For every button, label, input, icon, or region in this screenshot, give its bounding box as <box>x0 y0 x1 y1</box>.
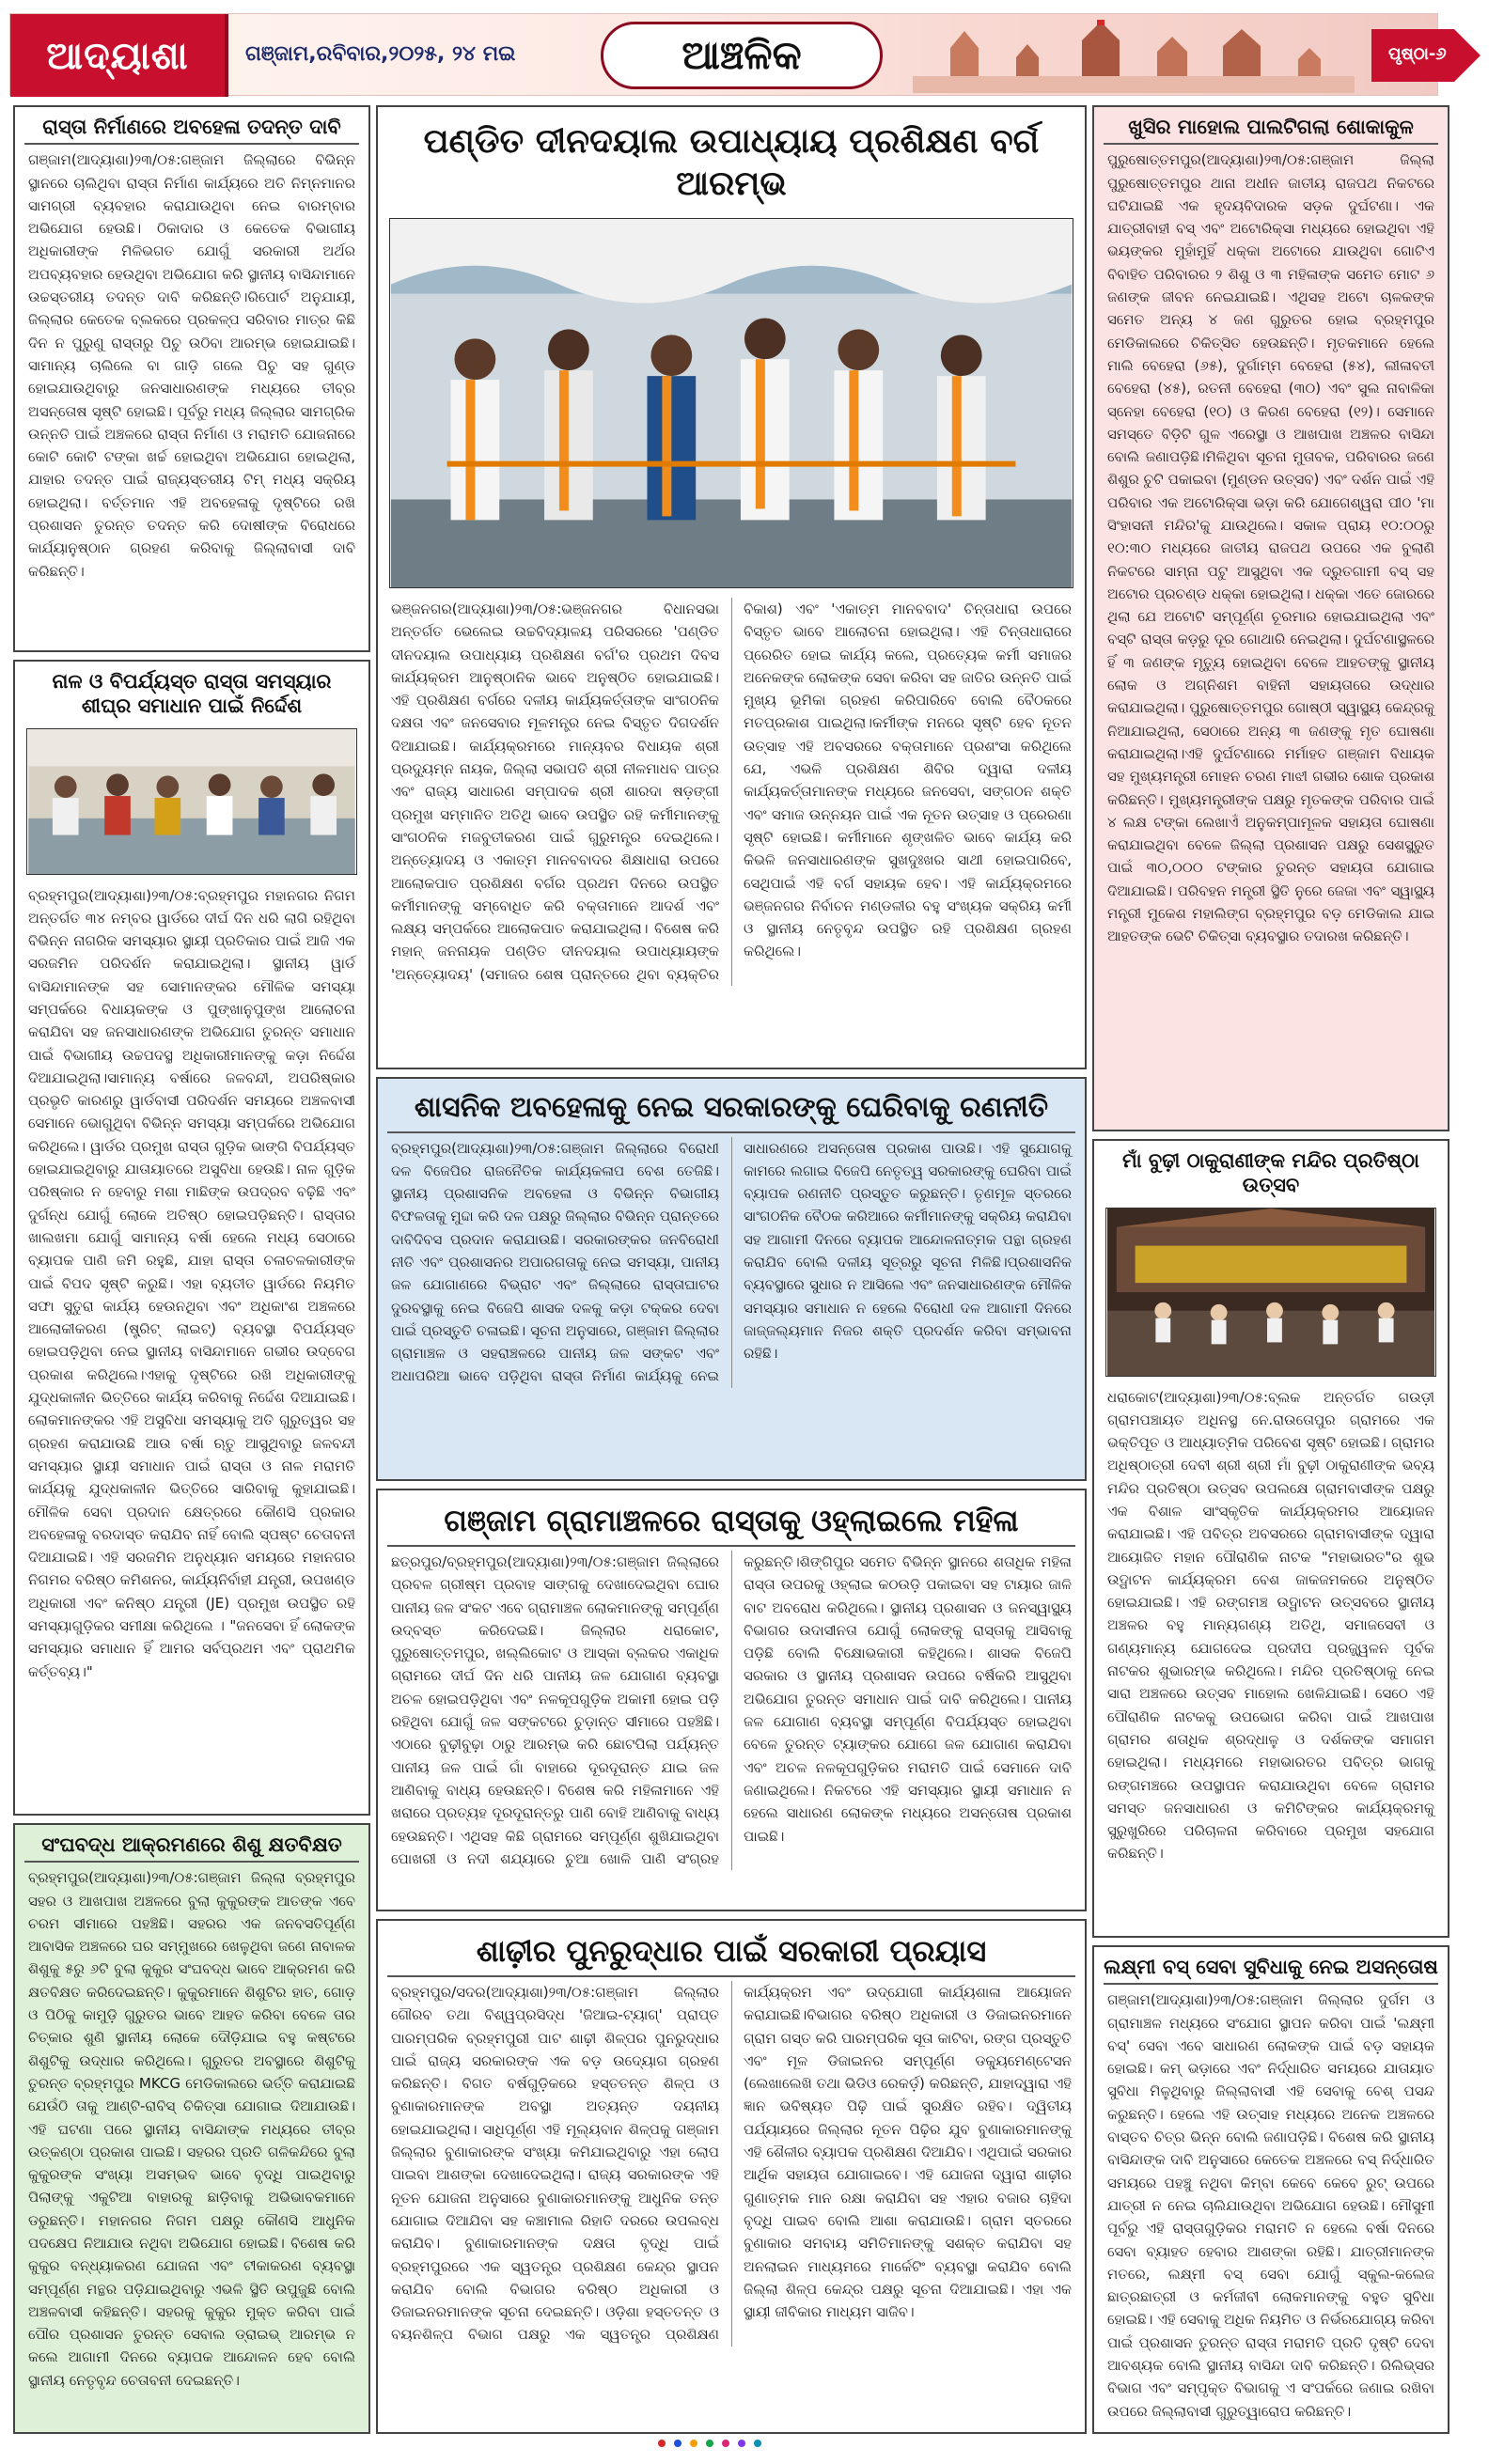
article-road-probe <box>13 105 370 652</box>
ribbon-cutting-photo <box>389 218 1073 588</box>
section-title: ଆଞ୍ଚଳିକ <box>682 32 802 78</box>
article-body: ଗଞ୍ଜାମ(ଆଦ୍ୟାଶା)୨୩/୦୫:ଗଞ୍ଜାମ ଜିଲ୍ଲାର ଦୁର୍ଗମ ଓ ଗ୍ରାମାଞ୍ଚଳ ମଧ୍ୟରେ ସଂଯୋଗ ସ୍ଥାପନ କରିବା ପାଇଁ 'ଲକ୍ଷ୍ମୀ ବସ୍' ସେବା ଏବେ ସାଧାରଣ ଲୋକଙ୍କ ପାଇଁ ବଡ଼ ସହାୟକ ହୋଇଛି। କମ୍ ଭଡ଼ାରେ ଏବଂ ନିର୍ଦ୍ଧାରିତ ସମୟରେ ଯାତାୟାତ ସୁବିଧା ମିଳୁଥିବାରୁ ଜିଲ୍ଲାବାସୀ ଏହି ସେବାକୁ ବେଶ୍ ପସନ୍ଦ କରୁଛନ୍ତି। ହେଲେ ଏହି ଉତ୍ସାହ ମଧ୍ୟରେ ଅନେକ ଅଞ୍ଚଳରେ ବାସ୍ତବ ଚିତ୍ର ଭିନ୍ନ ବୋଲି ଜଣାପଡ଼ିଛି। ବିଶେଷ କରି ସ୍ଥାନୀୟ ବାସିନ୍ଦାଙ୍କ ଦାବି ଅନୁସାରେ କେତେକ ଅଞ୍ଚଳରେ ବସ୍ ନିର୍ଦ୍ଧାରିତ ସମୟରେ ପହଞ୍ଚୁ ନଥିବା କିମ୍ବା କେବେ କେବେ ରୁଟ୍ ଉପରେ ଯାତ୍ରୀ ନ ନେଇ ଚାଲିଯାଉଥିବା ଅଭିଯୋଗ ହେଉଛି। ମୌସୁମୀ ପୂର୍ବରୁ ଏହି ରାସ୍ତାଗୁଡ଼ିକର ମରାମତି ନ ହେଲେ ବର୍ଷା ଦିନରେ ସେବା ବ୍ୟାହତ ହେବାର ଆଶଙ୍କା ରହିଛି। ଯାତ୍ରୀମାନଙ୍କ ମତରେ, ଲକ୍ଷ୍ମୀ ବସ୍ ସେବା ଯୋଗୁଁ ସ୍କୁଲ-କଲେଜ ଛାତ୍ରଛାତ୍ରୀ ଓ କର୍ମଜୀବୀ ଲୋକମାନଙ୍କୁ ବହୁତ ସୁବିଧା ହୋଇଛି। ଏହି ସେବାକୁ ଅଧିକ ନିୟମିତ ଓ ନିର୍ଭରଯୋଗ୍ୟ କରିବା ପାଇଁ ପ୍ରଶାସନ ତୁରନ୍ତ ରାସ୍ତା ମରାମତି ପ୍ରତି ଦୃଷ୍ଟି ଦେବା ଆବଶ୍ୟକ ବୋଲି ସ୍ଥାନୀୟ ବାସିନ୍ଦା ଦାବି କରିଛନ୍ତି। ରିଲିଭ୍ସର ବିଭାଗ ଏବଂ ସମ୍ପୃକ୍ତ ବିଭାଗକୁ ଏ ସଂପର୍କରେ ଜଣାଇ ରଖିବା ଉପରେ ଜିଲ୍ଲାବାସୀ ଗୁରୁତ୍ୱାରୋପ କରିଛନ୍ତି। <box>1107 1991 1434 2420</box>
article-strategy <box>376 1077 1087 1481</box>
color-dot <box>658 2440 666 2447</box>
section-banner <box>601 22 883 89</box>
article-laxmi-bus <box>1092 1945 1449 2434</box>
temple-skyline-icon <box>913 20 1355 93</box>
meeting-photo <box>26 728 357 875</box>
color-dot <box>690 2440 697 2447</box>
article-training <box>376 105 1087 1069</box>
article-body: ବ୍ରହ୍ମପୁର(ଆଦ୍ୟାଶା)୨୩/୦୫:ଗଞ୍ଜାମ ଜିଲ୍ଲାରେ ବିରୋଧୀ ଦଳ ବିଜେପିର ରାଜନୈତିକ କାର୍ଯ୍ୟକଳାପ ବେଶ ତେଜିଛି। ସ୍ଥାନୀୟ ପ୍ରଶାସନିକ ଅବହେଳା ଓ ବିଭିନ୍ନ ବିଭାଗୀୟ ବିଫଳତାକୁ ମୁଦ୍ଦା କରି ଦଳ ପକ୍ଷରୁ ଜିଲ୍ଲାର ବିଭିନ୍ନ ପ୍ରାନ୍ତରେ ଦାବିଦିବସ ପ୍ରଦାନ କରାଯାଉଛି। ସରକାରଙ୍କର ଜନବିରୋଧୀ ନୀତି ଏବଂ ପ୍ରଶାସନର ଅପାରଗତାକୁ ନେଇ ସମସ୍ୟା, ପାନୀୟ ଜଳ ଯୋଗାଣରେ ବିଭ୍ରାଟ ଏବଂ ଜିଲ୍ଲାରେ ରାସ୍ତାଘାଟର ଦୁରବସ୍ଥାକୁ ନେଇ ବିଜେପି ଶାସକ ଦଳକୁ କଡ଼ା ଟକ୍କର ଦେବା ପାଇଁ ପ୍ରସ୍ତୁତି ଚଳାଇଛି। ସୂଚନା ଅନୁସାରେ, ଗଞ୍ଜାମ ଜିଲ୍ଲାର ଗ୍ରାମାଞ୍ଚଳ ଓ ସହରାଞ୍ଚଳରେ ପାନୀୟ ଜଳ ସଙ୍କଟ ଏବଂ ଅଧାପରିଆ ଭାବେ ପଡ଼ିଥିବା ରାସ୍ତା ନିର୍ମାଣ କାର୍ଯ୍ୟକୁ ନେଇ ସାଧାରଣରେ ଅସନ୍ତୋଷ ପ୍ରକାଶ ପାଉଛି। ଏହି ସୁଯୋଗକୁ କାମରେ ଲଗାଇ ବିଜେପି ନେତୃତ୍ୱ ସରକାରଙ୍କୁ ଘେରିବା ପାଇଁ ବ୍ୟାପକ ରଣନୀତି ପ୍ରସ୍ତୁତ କରୁଛନ୍ତି। ତୃଣମୂଳ ସ୍ତରରେ ସାଂଗଠନିକ ବୈଠକ କରିଆରେ କର୍ମୀମାନଙ୍କୁ ସକ୍ରିୟ କରାଯିବା ସହ ଆଗାମୀ ଦିନରେ ବ୍ୟାପକ ଆନ୍ଦୋଳନାତ୍ମକ ପନ୍ଥା ଗ୍ରହଣ କରାଯିବ ବୋଲି ଦଳୀୟ ସୂତ୍ରରୁ ସୂଚନା ମିଳିଛି।ପ୍ରଶାସନିକ ବ୍ୟବସ୍ଥାରେ ସୁଧାର ନ ଆସିଲେ ଏବଂ ଜନସାଧାରଣଙ୍କ ମୌଳିକ ସମସ୍ୟାର ସମାଧାନ ନ ହେଲେ ବିରୋଧୀ ଦଳ ଆଗାମୀ ଦିନରେ ଜାଜ୍ଜଲ୍ୟମାନ ନିଜର ଶକ୍ତି ପ୍ରଦର୍ଶନ କରିବା ସମ୍ଭାବନା ରହିଛି। <box>391 1139 1072 1385</box>
article-headline: ଖୁସିର ମାହୋଲ ପାଲଟିଗଲା ଶୋକାକୁଳ <box>1128 115 1414 138</box>
article-bus-accident <box>1092 105 1449 1131</box>
article-headline: ମାଁ ବୁଢ଼ୀ ଠାକୁରାଣୀଙ୍କ ମନ୍ଦିର ପ୍ରତିଷ୍ଠା ଉତ୍ସବ <box>1122 1148 1419 1197</box>
article-headline: ଲକ୍ଷ୍ମୀ ବସ୍ ସେବା ସୁବିଧାକୁ ନେଇ ଅସନ୍ତୋଷ <box>1104 1955 1438 1978</box>
footer-color-dots <box>658 2440 761 2447</box>
article-headline: ପଣ୍ଡିତ ଦୀନଦୟାଲ ଉପାଧ୍ୟାୟ ପ୍ରଶିକ୍ଷଣ ବର୍ଗ ଆରମ୍ଭ <box>423 121 1040 203</box>
article-body: ବ୍ରହ୍ମପୁର(ଆଦ୍ୟାଶା)୨୩/୦୫:ବ୍ରହ୍ମପୁର ମହାନଗର ନିଗମ ଅନ୍ତର୍ଗତ ୩୪ ନମ୍ବର ୱାର୍ଡରେ ଦୀର୍ଘ ଦିନ ଧରି ଲାଗି ରହିଥିବା ବିଭିନ୍ନ ନାଗରିକ ସମସ୍ୟାର ସ୍ଥାୟୀ ପ୍ରତିକାର ପାଇଁ ଆଜି ଏକ ସରଜମିନ ପରିଦର୍ଶନ କରାଯାଇଥିଲା। ସ୍ଥାନୀୟ ୱାର୍ଡ ବାସିନ୍ଦାମାନଙ୍କ ସହ ସୋମାନଙ୍କର ମୌଳିକ ସମସ୍ୟା ସମ୍ପର୍କରେ ବିଧାୟକଙ୍କ ଓ ପୁଙ୍ଖାନୁପୁଙ୍ଖ ଆଲୋଚନା କରାଯିବା ସହ ଜନସାଧାରଣଙ୍କ ଅଭିଯୋଗ ତୁରନ୍ତ ସମାଧାନ ପାଇଁ ବିଭାଗୀୟ ଉଚ୍ଚପଦସ୍ଥ ଅଧିକାରୀମାନଙ୍କୁ କଡ଼ା ନିର୍ଦ୍ଦେଶ ଦିଆଯାଇଥିଲା।ସାମାନ୍ୟ ବର୍ଷାରେ ଜଳବନ୍ଦୀ, ଅପରିଷ୍କାର ପ୍ରଭୃତି କାରଣରୁ ୱାର୍ଡବାସୀ ପରିଦର୍ଶନ ସମୟରେ ଅଞ୍ଚଳବାସୀ ସେମାନେ ଭୋଗୁଥିବା ବିଭିନ୍ନ ସମସ୍ୟା ସମ୍ପର୍କରେ ଅଭିଯୋଗ କରିଥିଲେ। ୱାର୍ଡର ପ୍ରମୁଖ ରାସ୍ତା ଗୁଡ଼ିକ ଭାଙ୍ଗି ବିପର୍ଯ୍ୟସ୍ତ ହୋଇଯାଇଥିବାରୁ ଯାତାୟାତରେ ଅସୁବିଧା ହେଉଛି। ନାଳ ଗୁଡ଼ିକ ପରିଷ୍କାର ନ ହେବାରୁ ମଶା ମାଛିଙ୍କ ଉପଦ୍ରବ ବଢ଼ିଛି ଏବଂ ଦୁର୍ଗନ୍ଧ ଯୋଗୁଁ ଲୋକେ ଅତିଷ୍ଠ ହୋଇପଡ଼ିଛନ୍ତି। ରାସ୍ତାର ଖାଲଖମା ଯୋଗୁଁ ସାମାନ୍ୟ ବର୍ଷା ହେଲେ ମଧ୍ୟ ସେଠାରେ ବ୍ୟାପକ ପାଣି ଜମି ରହୁଛି, ଯାହା ରାସ୍ତା ଚଳାଚଳକାରୀଙ୍କ ପାଇଁ ବିପଦ ସୃଷ୍ଟି କରୁଛି। ଏହା ବ୍ୟତୀତ ୱାର୍ଡରେ ନିୟମିତ ସଫା ସୁତୁରା କାର୍ଯ୍ୟ ହେଉନଥିବା ଏବଂ ଅଧିକାଂଶ ଅଞ୍ଚଳରେ ଆଲୋକୀକରଣ (ଷ୍ଟ୍ରିଟ୍ ଲାଇଟ୍) ବ୍ୟବସ୍ଥା ବିପର୍ଯ୍ୟସ୍ତ ହୋଇପଡ଼ିଥିବା ନେଇ ସ୍ଥାନୀୟ ବାସିନ୍ଦାମାନେ ଗଭୀର ଉଦ୍‌ବେଗ ପ୍ରକାଶ କରିଥିଲେ।ଏହାକୁ ଦୃଷ୍ଟିରେ ରଖି ଅଧିକାରୀଙ୍କୁ ଯୁଦ୍ଧକାଳୀନ ଭିତ୍ତିରେ କାର୍ଯ୍ୟ କରିବାକୁ ନିର୍ଦ୍ଦେଶ ଦିଆଯାଇଛି। ଲୋକମାନଙ୍କର ଏହି ଅସୁବିଧା ସମସ୍ୟାକୁ ଅତି ଗୁରୁତ୍ୱର ସହ ଗ୍ରହଣ କରାଯାଉଛି ଆଉ ବର୍ଷା ଋତୁ ଆସୁଥିବାରୁ ଜଳବନ୍ଦୀ ସମସ୍ୟାର ସ୍ଥାୟୀ ସମାଧାନ ପାଇଁ ରାସ୍ତା ଓ ନାଳ ମରାମତି କାର୍ଯ୍ୟକୁ ଯୁଦ୍ଧକାଳୀନ ଭିତ୍ତିରେ ସାରିବାକୁ କୁହାଯାଇଛି। ମୌଳିକ ସେବା ପ୍ରଦାନ କ୍ଷେତ୍ରରେ କୌଣସି ପ୍ରକାର ଅବହେଳାକୁ ବରଦାସ୍ତ କରାଯିବ ନାହିଁ ବୋଲି ସ୍ପଷ୍ଟ ଚେତାବନୀ ଦିଆଯାଇଛି। ଏହି ସରଜମିନ ଅନୁଧ୍ୟାନ ସମୟରେ ମହାନଗର ନିଗମର ବରିଷ୍ଠ କମିଶନର, କାର୍ଯ୍ୟନିର୍ବାହୀ ଯନ୍ତ୍ରୀ, ଉପଖଣ୍ଡ ଅଧିକାରୀ ଏବଂ କନିଷ୍ଠ ଯନ୍ତ୍ରୀ (JE) ପ୍ରମୁଖ ଉପସ୍ଥିତ ରହି ସମସ୍ୟାଗୁଡ଼ିକର ସମୀକ୍ଷା କରିଥିଲେ । "ଜନସେବା ହିଁ ଲୋକଙ୍କ ସମସ୍ୟାର ସମାଧାନ ହିଁ ଆମର ସର୍ବପ୍ରଥମ ଏବଂ ପ୍ରାଥମିକ କର୍ତ୍ତବ୍ୟ।" <box>28 886 355 1680</box>
newspaper-logo <box>10 14 228 97</box>
article-body: ଛତ୍ରପୁର/ବ୍ରହ୍ମପୁର(ଆଦ୍ୟାଶା)୨୩/୦୫:ଗଞ୍ଜାମ ଜିଲ୍ଲାରେ ପ୍ରବଳ ଗ୍ରୀଷ୍ମ ପ୍ରବାହ ସାଙ୍ଗକୁ ଦେଖାଦେଇଥିବା ଘୋର ପାନୀୟ ଜଳ ସଂକଟ ଏବେ ଗ୍ରାମାଞ୍ଚଳ ଲୋକମାନଙ୍କୁ ସମ୍ପୂର୍ଣ୍ଣ ଉଦ୍ବସ୍ତ କରିଦେଇଛି। ଜିଲ୍ଲାର ଧରାକୋଟ, ପୁରୁଷୋତ୍ତମପୁର, ଖଲ୍ଲିକୋଟ ଓ ଆସ୍କା ବ୍ଲକର ଏକାଧିକ ଗ୍ରାମରେ ଦୀର୍ଘ ଦିନ ଧରି ପାନୀୟ ଜଳ ଯୋଗାଣ ବ୍ୟବସ୍ଥା ଅଚଳ ହୋଇପଡ଼ିଥିବା ଏବଂ ନଳକୂପଗୁଡ଼ିକ ଅକାମୀ ହୋଇ ପଡ଼ି ରହିଥିବା ଯୋଗୁଁ ଜଳ ସଙ୍କଟରେ ଚୁଡ଼ାନ୍ତ ସୀମାରେ ପହଞ୍ଚିଛି। ଏଠାରେ ବୁଢ଼ୀବୁଢ଼ା ଠାରୁ ଆରମ୍ଭ କରି ଛୋଟପିଲା ପର୍ଯ୍ୟନ୍ତ ପାନୀୟ ଜଳ ପାଇଁ ଗାଁ ବାହାରେ ଦୂରଦୂରାନ୍ତ ଯାଇ ଜଳ ଆଣିବାକୁ ବାଧ୍ୟ ହେଉଛନ୍ତି। ବିଶେଷ କରି ମହିଳାମାନେ ଏହି ଖରାରେ ପ୍ରତ୍ୟହ ଦୂରଦୂରାନ୍ତରୁ ପାଣି ବୋହି ଆଣିବାକୁ ବାଧ୍ୟ ହେଉଛନ୍ତି। ଏଥିସହ କିଛି ଗ୍ରାମରେ ସମ୍ପୂର୍ଣ୍ଣ ଶୁଖିଯାଇଥିବା ପୋଖରୀ ଓ ନଦୀ ଶଯ୍ୟାରେ ଚୁଆ ଖୋଳି ପାଣି ସଂଗ୍ରହ କରୁଛନ୍ତି।ଶିଙ୍ଗିପୁର ସମେତ ବିଭିନ୍ନ ସ୍ଥାନରେ ଶତାଧିକ ମହିଳା ରାସ୍ତା ଉପରକୁ ଓହ୍ଲାଇ କଠଉଡ଼ି ପକାଇବା ସହ ଟାୟାର ଜାଳି ବାଟ ଅବରୋଧ କରିଥିଲେ। ସ୍ଥାନୀୟ ପ୍ରଶାସନ ଓ ଜନସ୍ୱାସ୍ଥ୍ୟ ବିଭାଗର ଉଦାସୀନତା ଯୋଗୁଁ ଲୋକଙ୍କୁ ରାସ୍ତାକୁ ଆସିବାକୁ ପଡ଼ିଛି ବୋଲି ବିକ୍ଷୋଭକାରୀ କହିଥିଲେ। ଶାସକ ବିଜେପି ସରକାର ଓ ସ୍ଥାନୀୟ ପ୍ରଶାସନ ଉପରେ ବର୍ଷିକରି ଆସୁଥିବା ଅଭିଯୋଗ ତୁରନ୍ତ ସମାଧାନ ପାଇଁ ଦାବି କରିଥିଲେ। ପାନୀୟ ଜଳ ଯୋଗାଣ ବ୍ୟବସ୍ଥା ସମ୍ପୂର୍ଣ୍ଣ ବିପର୍ଯ୍ୟସ୍ତ ହୋଇଥିବା ବେଳେ ତୁରନ୍ତ ଟ୍ୟାଙ୍କର ଯୋଗେ ଜଳ ଯୋଗାଣ କରାଯିବା ଏବଂ ଅଚଳ ନଳକୂପଗୁଡ଼ିକର ମରାମତି ପାଇଁ ସେମାନେ ଦାବି ଜଣାଇଥିଲେ। ନିକଟରେ ଏହି ସମସ୍ୟାର ସ୍ଥାୟୀ ସମାଧାନ ନ ହେଲେ ସାଧାରଣ ଲୋକଙ୍କ ମଧ୍ୟରେ ଅସନ୍ତୋଷ ପ୍ରକାଶ ପାଇଛି। <box>391 1553 1072 1867</box>
dateline: ଗଞ୍ଜାମ,ରବିବାର,୨୦୨୫, ୨୪ ମଇ <box>245 42 516 66</box>
color-dot <box>674 2440 682 2447</box>
article-headline: ଶାସନିକ ଅବହେଳାକୁ ନେଇ ସରକାରଙ୍କୁ ଘେରିବାକୁ ରଣନୀତି <box>414 1091 1049 1124</box>
article-headline: ଗଞ୍ଜାମ ଗ୍ରାମାଞ୍ଚଳରେ ରାସ୍ତାକୁ ଓହ୍ଲାଇଲେ ମହିଳା <box>444 1503 1019 1538</box>
article-headline: ସଂଘବଦ୍ଧ ଆକ୍ରମଣରେ ଶିଶୁ କ୍ଷତବିକ୍ଷତ <box>41 1832 342 1856</box>
article-child-attack <box>13 1823 370 2434</box>
article-headline: ରାସ୍ତା ନିର୍ମାଣରେ ଅବହେଳା ତଦନ୍ତ ଦାବି <box>42 115 341 138</box>
article-headline: ନାଳ ଓ ବିପର୍ଯ୍ୟସ୍ତ ରାସ୍ତା ସମସ୍ୟାର ଶୀଘ୍ର ସମାଧାନ ପାଇଁ ନିର୍ଦ୍ଦେଶ <box>52 669 332 718</box>
color-dot <box>754 2440 761 2447</box>
article-body: ବ୍ରହ୍ମପୁର(ଆଦ୍ୟାଶା)୨୩/୦୫:ଗଞ୍ଜାମ ଜିଲ୍ଲା ବ୍ରହ୍ମପୁର ସହର ଓ ଆଖପାଖ ଅଞ୍ଚଳରେ ବୁଲା କୁକୁରଙ୍କ ଆତଙ୍କ ଏବେ ଚରମ ସୀମାରେ ପହଞ୍ଚିଛି। ସହରର ଏକ ଜନବସତିପୂର୍ଣ୍ଣ ଆବାସିକ ଅଞ୍ଚଳରେ ଘର ସମ୍ମୁଖରେ ଖେଳୁଥିବା ଜଣେ ନାବାଳକ ଶିଶୁକୁ ୫ରୁ ୬ଟି ବୁଲା କୁକୁର ସଂଘବଦ୍ଧ ଭାବେ ଆକ୍ରମଣ କରି କ୍ଷତବିକ୍ଷତ କରିଦେଇଛନ୍ତି। କୁକୁରମାନେ ଶିଶୁଟିର ହାତ, ଗୋଡ଼ ଓ ପିଠିକୁ କାମୁଡ଼ି ଗୁରୁତର ଭାବେ ଆହତ କରିବା ବେଳେ ତାର ଚିତ୍କାର ଶୁଣି ସ୍ଥାନୀୟ ଲୋକେ ଦୌଡ଼ିଯାଇ ବହୁ କଷ୍ଟରେ ଶିଶୁଟିକୁ ଉଦ୍ଧାର କରିଥିଲେ। ଗୁରୁତର ଅବସ୍ଥାରେ ଶିଶୁଟିକୁ ତୁରନ୍ତ ବ୍ରହ୍ମପୁର MKCG ମେଡିକାଲରେ ଭର୍ତ୍ତି କରାଯାଇଛି ଯେଉଁଠି ତାକୁ ଆଣ୍ଟି-ରାବିସ୍ ଚିକିତ୍ସା ଯୋଗାଇ ଦିଆଯାଉଛି। ଏହି ଘଟଣା ପରେ ସ୍ଥାନୀୟ ବାସିନ୍ଦାଙ୍କ ମଧ୍ୟରେ ତୀବ୍ର ଉତ୍କଣ୍ଠା ପ୍ରକାଶ ପାଇଛି। ସହରର ପ୍ରତି ଗଳିକନ୍ଦିରେ ବୁଲା କୁକୁରଙ୍କ ସଂଖ୍ୟା ଅସମ୍ଭବ ଭାବେ ବୃଦ୍ଧି ପାଇଥିବାରୁ ପିଲାଙ୍କୁ ଏକୁଟିଆ ବାହାରକୁ ଛାଡ଼ିବାକୁ ଅଭିଭାବକମାନେ ଡରୁଛନ୍ତି। ମହାନଗର ନିଗମ ପକ୍ଷରୁ କୌଣସି ଆଧୁନିକ ପଦକ୍ଷେପ ନିଆଯାଉ ନଥିବା ଅଭିଯୋଗ ହୋଇଛି। ବିଶେଷ କରି କୁକୁର ବନ୍ଧ୍ୟାକରଣ ଯୋଜନା ଏବଂ ଟୀକାକରଣ ବ୍ୟବସ୍ଥା ସମ୍ପୂର୍ଣ୍ଣ ମନ୍ଥର ପଡ଼ିଯାଇଥିବାରୁ ଏଭଳି ସ୍ଥିତି ଉପୁଜୁଛି ବୋଲି ଅଞ୍ଚଳବାସୀ କହିଛନ୍ତି। ସହରକୁ କୁକୁର ମୁକ୍ତ କରିବା ପାଇଁ ପୌର ପ୍ରଶାସନ ତୁରନ୍ତ ସେବାଲ ଡ୍ରାଇଭ୍ ଆରମ୍ଭ ନ କଲେ ଆଗାମୀ ଦିନରେ ବ୍ୟାପକ ଆନ୍ଦୋଳନ ହେବ ବୋଲି ସ୍ଥାନୀୟ ନେତୃବୃନ୍ଦ ଚେତାବନୀ ଦେଇଛନ୍ତି। <box>28 1869 355 2389</box>
article-headline: ଶାଢ଼ୀର ପୁନରୁଦ୍ଧାର ପାଇଁ ସରକାରୀ ପ୍ରୟାସ <box>476 1933 987 1969</box>
page-number: ପୃଷ୍ଠା-୬ <box>1388 44 1447 64</box>
color-dot <box>722 2440 729 2447</box>
logo-text: ଆଦ୍ୟାଶା <box>46 33 189 78</box>
article-body: ବ୍ରହ୍ମପୁର/ସଦର(ଆଦ୍ୟାଶା)୨୩/୦୫:ଗଞ୍ଜାମ ଜିଲ୍ଲାର ଗୌରବ ତଥା ବିଶ୍ୱପ୍ରସିଦ୍ଧ 'ଜିଆଇ-ଟ୍ୟାଗ୍' ପ୍ରାପ୍ତ ପାରମ୍ପରିକ ବ୍ରହ୍ମପୁରୀ ପାଟ ଶାଢ଼ୀ ଶିଳ୍ପର ପୁନରୁଦ୍ଧାର ପାଇଁ ରାଜ୍ୟ ସରକାରଙ୍କ ଏକ ବଡ଼ ଉଦ୍ୟୋଗ ଗ୍ରହଣ କରିଛନ୍ତି। ବିଗତ ବର୍ଷଗୁଡ଼ିକରେ ହସ୍ତତନ୍ତ ଶିଳ୍ପ ଓ ବୁଣାକାରମାନଙ୍କ ଅବସ୍ଥା ଅତ୍ୟନ୍ତ ଦୟନୀୟ ହୋଇଯାଇଥିଲା। ସାଧିପୂର୍ଣ୍ଣ ଏହି ମୂଲ୍ୟବାନ ଶିଳ୍ପକୁ ଗଞ୍ଜାମ ଜିଲ୍ଲାର ବୁଣାକାରଙ୍କ ସଂଖ୍ୟା କମିଯାଇଥିବାରୁ ଏହା ଲୋପ ପାଇବା ଆଶଙ୍କା ଦେଖାଦେଇଥିଲା। ରାଜ୍ୟ ସରକାରଙ୍କ ଏହି ନୂତନ ଯୋଜନା ଅନୁସାରେ ବୁଣାକାରମାନଙ୍କୁ ଆଧୁନିକ ତନ୍ତ ଯୋଗାଇ ଦିଆଯିବା ସହ କଞ୍ଚାମାଲ ରିହାତି ଦରରେ ଉପଲବ୍ଧ କରାଯିବ। ବୁଣାକାରମାନଙ୍କ ଦକ୍ଷତା ବୃଦ୍ଧି ପାଇଁ ବ୍ରହ୍ମପୁରରେ ଏକ ସ୍ୱତନ୍ତ୍ର ପ୍ରଶିକ୍ଷଣ କେନ୍ଦ୍ର ସ୍ଥାପନ କରାଯିବ ବୋଲି ବିଭାଗର ବରିଷ୍ଠ ଅଧିକାରୀ ଓ ଡିଜାଇନରମାନଙ୍କ ସୂଚନା ଦେଇଛନ୍ତି। ଓଡ଼ିଶା ହସ୍ତତନ୍ତ ଓ ବୟନଶିଳ୍ପ ବିଭାଗ ପକ୍ଷରୁ ଏକ ସ୍ୱତନ୍ତ୍ର ପ୍ରଶିକ୍ଷଣ କାର୍ଯ୍ୟକ୍ରମ ଏବଂ ଉଦ୍‌ଯୋଗୀ କାର୍ଯ୍ୟଶାଳା ଆୟୋଜନ କରାଯାଇଛି।ବିଭାଗର ବରିଷ୍ଠ ଅଧିକାରୀ ଓ ଡିଜାଇନରମାନେ ଗ୍ରାମ ଗସ୍ତ କରି ପାରମ୍ପରିକ ସୂତା କାଟିବା, ରଙ୍ଗ ପ୍ରସ୍ତୁତି ଏବଂ ମୂଳ ଡିଜାଇନର ସମ୍ପୂର୍ଣ୍ଣ ଡକ୍ୟୁମେଣ୍ଟେସନ (ଲେଖାଲେଖି ତଥା ଭିଡିଓ ରେକର୍ଡ଼) କରିଛନ୍ତି, ଯାହାଦ୍ୱାରା ଏହି ଜ୍ଞାନ ଭବିଷ୍ୟତ ପିଢ଼ି ପାଇଁ ସୁରକ୍ଷିତ ରହିବ। ଦ୍ୱିତୀୟ ପର୍ଯ୍ୟାୟରେ ଜିଲ୍ଲାର ନୂତନ ପିଢ଼ିର ଯୁବ ବୁଣାକାରମାନଙ୍କୁ ଏହି ଶୈଳୀର ବ୍ୟାପକ ପ୍ରଶିକ୍ଷଣ ଦିଆଯିବ। ଏଥିପାଇଁ ସରକାର ଆର୍ଥିକ ସହାୟତା ଯୋଗାଇବେ। ଏହି ଯୋଜନା ଦ୍ୱାରା ଶାଢ଼ୀର ଗୁଣାତ୍ମକ ମାନ ରକ୍ଷା କରାଯିବା ସହ ଏହାର ବଜାର ଚାହିଦା ବୃଦ୍ଧି ପାଇବ ବୋଲି ଆଶା କରାଯାଉଛି। ଗ୍ରାମ ସ୍ତରରେ ବୁଣାକାର ସମବାୟ ସମିତିମାନଙ୍କୁ ସଶକ୍ତ କରାଯିବା ସହ ଅନଲାଇନ ମାଧ୍ୟମରେ ମାର୍କେଟିଂ ବ୍ୟବସ୍ଥା କରାଯିବ ବୋଲି ଜିଲ୍ଲା ଶିଳ୍ପ କେନ୍ଦ୍ର ପକ୍ଷରୁ ସୂଚନା ଦିଆଯାଇଛି। ଏହା ଏକ ସ୍ଥାୟୀ ଜୀବିକାର ମାଧ୍ୟମ ସାଜିବ। <box>391 1984 1072 2344</box>
color-dot <box>738 2440 745 2447</box>
temple-stage-photo <box>1105 1208 1436 1377</box>
article-silk-revival <box>376 1919 1087 2434</box>
article-temple <box>1092 1139 1449 1938</box>
article-body: ଭଞ୍ଜନଗର(ଆଦ୍ୟାଶା)୨୩/୦୫:ଭଞ୍ଜନଗର ବିଧାନସଭା ଅନ୍ତର୍ଗତ ଭେଲେଇ ଉଚ୍ଚବିଦ୍ୟାଳୟ ପରିସରରେ 'ପଣ୍ଡିତ ଦୀନଦୟାଲ ଉପାଧ୍ୟାୟ ପ୍ରଶିକ୍ଷଣ ବର୍ଗ'ର ପ୍ରଥମ ଦିବସ କାର୍ଯ୍ୟକ୍ରମ ଆନୁଷ୍ଠାନିକ ଭାବେ ଅନୁଷ୍ଠିତ ହୋଇଯାଇଛି। ଏହି ପ୍ରଶିକ୍ଷଣ ବର୍ଗରେ ଦଳୀୟ କାର୍ଯ୍ୟକର୍ତ୍ତାଙ୍କ ସାଂଗଠନିକ ଦକ୍ଷତା ଏବଂ ଜନସେବାର ମୂଳମନ୍ତ୍ର ନେଇ ବିସ୍ତୃତ ଦିଗଦର୍ଶନ ଦିଆଯାଇଛି। କାର୍ଯ୍ୟକ୍ରମରେ ମାନ୍ୟବର ବିଧାୟକ ଶ୍ରୀ ପ୍ରଦ୍ୟୁମ୍ନ ନାୟକ, ଜିଲ୍ଲା ସଭାପତି ଶ୍ରୀ ନୀଳମାଧବ ପାତ୍ର ଏବଂ ରାଜ୍ୟ ସାଧାରଣ ସମ୍ପାଦକ ଶ୍ରୀ ଶାରଦା ଷଡ଼ଙ୍ଗୀ ପ୍ରମୁଖ ସମ୍ମାନିତ ଅତିଥି ଭାବେ ଉପସ୍ଥିତ ରହି କର୍ମୀମାନଙ୍କୁ ସାଂଗଠନିକ ମଜବୁତୀକରଣ ପାଇଁ ଗୁରୁମନ୍ତ୍ର ଦେଇଥିଲେ।ଅନ୍ତ୍ୟୋଦୟ ଓ ଏକାତ୍ମ ମାନବବାଦର ଶିକ୍ଷାଧାରା ଉପରେ ଆଲୋକପାତ ପ୍ରଶିକ୍ଷଣ ବର୍ଗର ପ୍ରଥମ ଦିନରେ ଉପସ୍ଥିତ କର୍ମୀମାନଙ୍କୁ ସମ୍ବୋଧିତ କରି ବକ୍ତାମାନେ ଆଦର୍ଶ ଏବଂ ଲକ୍ଷ୍ୟ ସମ୍ପର୍କରେ ଆଲୋକପାତ କରାଯାଇଥିଲା। ବିଶେଷ କରି ମହାନ୍ ଜନନାୟକ ପଣ୍ଡିତ ଦୀନଦୟାଲ ଉପାଧ୍ୟାୟଙ୍କ 'ଅନ୍ତ୍ୟୋଦୟ' (ସମାଜର ଶେଷ ପ୍ରାନ୍ତରେ ଥିବା ବ୍ୟକ୍ତିର ବିକାଶ) ଏବଂ 'ଏକାତ୍ମ ମାନବବାଦ' ଚିନ୍ତାଧାରା ଉପରେ ବିସ୍ତୃତ ଭାବେ ଆଲୋଚନା ହୋଇଥିଲା। ଏହି ଚିନ୍ତାଧାରାରେ ପ୍ରେରିତ ହୋଇ କାର୍ଯ୍ୟ କଲେ, ପ୍ରତ୍ୟେକ କର୍ମୀ ସମାଜର ଅନେକଙ୍କ ଲୋକଙ୍କ ସେବା କରିବା ସହ ଜାତିର ଉନ୍ନତି ପାଇଁ ମୁଖ୍ୟ ଭୂମିକା ଗ୍ରହଣ କରିପାରିବେ ବୋଲି ବୈଠକରେ ମତପ୍ରକାଶ ପାଇଥିଲା।କର୍ମୀଙ୍କ ମନରେ ସୃଷ୍ଟି ହେବ ନୂତନ ଉତ୍ସାହ ଏହି ଅବସରରେ ବକ୍ତାମାନେ ପ୍ରଶଂସା କରିଥିଲେ ଯେ, ଏଭଳି ପ୍ରଶିକ୍ଷଣ ଶିବିର ଦ୍ୱାରା ଦଳୀୟ କାର୍ଯ୍ୟକର୍ତ୍ତାମାନଙ୍କ ମଧ୍ୟରେ ଜନସେବା, ସଙ୍ଗଠନ ଶକ୍ତି ଏବଂ ସମାଜ ଉନ୍ନୟନ ପାଇଁ ଏକ ନୂତନ ଉତ୍ସାହ ଓ ପ୍ରେରଣା ସୃଷ୍ଟି ହୋଇଛି। କର୍ମୀମାନେ ଶୃଙ୍ଖଳିତ ଭାବେ କାର୍ଯ୍ୟ କରି କିଭଳି ଜନସାଧାରଣଙ୍କ ସୁଖଦୁଃଖର ସାଥୀ ହୋଇପାରିବେ, ସେଥିପାଇଁ ଏହି ବର୍ଗ ସହାୟକ ହେବ। ଏହି କାର୍ଯ୍ୟକ୍ରମରେ ଭଞ୍ଜନଗର ନିର୍ବାଚନ ମଣ୍ଡଳୀର ବହୁ ସଂଖ୍ୟକ ସକ୍ରିୟ କର୍ମୀ ଓ ସ୍ଥାନୀୟ ନେତୃବୃନ୍ଦ ଉପସ୍ଥିତ ରହି ପ୍ରଶିକ୍ଷଣ ଗ୍ରହଣ କରିଥିଲେ। <box>391 600 1072 983</box>
article-body: ଧରାକୋଟ(ଆଦ୍ୟାଶା)୨୩/୦୫:ବ୍ଲକ ଅନ୍ତର୍ଗତ ଗଉଡ଼ୀ ଗ୍ରାମପଞ୍ଚାୟତ ଅଧିନସ୍ଥ ନେ.ରାଉତୋପୁର ଗ୍ରାମରେ ଏକ ଭକ୍ତିପୂତ ଓ ଆଧ୍ୟାତ୍ମିକ ପରିବେଶ ସୃଷ୍ଟି ହୋଇଛି। ଗ୍ରାମର ଅଧିଷ୍ଠାତ୍ରୀ ଦେବୀ ଶ୍ରୀ ଶ୍ରୀ ମାଁ ବୁଢ଼ୀ ଠାକୁରାଣୀଙ୍କ ଭବ୍ୟ ମନ୍ଦିର ପ୍ରତିଷ୍ଠା ଉତ୍ସବ ଉପଲକ୍ଷେ ଗ୍ରାମବାସୀଙ୍କ ପକ୍ଷରୁ ଏକ ବିଶାଳ ସାଂସ୍କୃତିକ କାର୍ଯ୍ୟକ୍ରମର ଆୟୋଜନ କରାଯାଇଛି। ଏହି ପବିତ୍ର ଅବସରରେ ଗ୍ରାମବାସୀଙ୍କ ଦ୍ୱାରା ଆୟୋଜିତ ମହାନ ପୌରାଣିକ ନାଟକ "ମହାଭାରତ"ର ଶୁଭ ଉଦ୍ଘାଟନ କାର୍ଯ୍ୟକ୍ରମ ବେଶ ଜାକଜମକରେ ଅନୁଷ୍ଠିତ ହୋଇଯାଇଛି। ଏହି ରଙ୍ଗମଞ୍ଚ ଉଦ୍ଘାଟନ ଉତ୍ସବରେ ସ୍ଥାନୀୟ ଅଞ୍ଚଳର ବହୁ ମାନ୍ୟଗଣ୍ୟ ଅତିଥି, ସମାଜସେବୀ ଓ ଗଣ୍ୟମାନ୍ୟ ଯୋଗଦେଇ ପ୍ରଦୀପ ପ୍ରଜ୍ଜ୍ୱଳନ ପୂର୍ବକ ନାଟକର ଶୁଭାରମ୍ଭ କରିଥିଲେ। ମନ୍ଦିର ପ୍ରତିଷ୍ଠାକୁ ନେଇ ସାରା ଅଞ୍ଚଳରେ ଉତ୍ସବ ମାହୋଲ ଖେଳିଯାଇଛି। ସେଠେ ଏହି ପୌରାଣିକ ନାଟକକୁ ଉପଭୋଗ କରିବା ପାଇଁ ଆଖପାଖ ଗ୍ରାମର ଶତାଧିକ ଶ୍ରଦ୍ଧାଳୁ ଓ ଦର୍ଶକଙ୍କ ସମାଗମ ହୋଇଥିଲା। ମଧ୍ୟମରେ ମହାଭାରତର ପବିତ୍ର ଭାଗକୁ ରଙ୍ଗମଞ୍ଚରେ ଉପସ୍ଥାପନ କରାଯାଉଥିବା ବେଳେ ଗ୍ରାମର ସମସ୍ତ ଜନସାଧାରଣ ଓ କମିଟିଙ୍କର କାର୍ଯ୍ୟକ୍ରମକୁ ସୁରୁଖୁରିରେ ପରିଚାଳନା କରିବାରେ ପ୍ରମୁଖ ସହଯୋଗ କରିଛନ୍ତି। <box>1107 1388 1434 1863</box>
article-body: ଗଞ୍ଜାମ(ଆଦ୍ୟାଶା)୨୩/୦୫:ଗଞ୍ଜାମ ଜିଲ୍ଲାରେ ବିଭିନ୍ନ ସ୍ଥାନରେ ଚାଲିଥିବା ରାସ୍ତା ନିର୍ମାଣ କାର୍ଯ୍ୟରେ ଅତି ନିମ୍ନମାନର ସାମଗ୍ରୀ ବ୍ୟବହାର କରାଯାଉଥିବା ନେଇ ବାରମ୍ବାର ଅଭିଯୋଗ ହେଉଛି। ଠିକାଦାର ଓ କେତେକ ବିଭାଗୀୟ ଅଧିକାରୀଙ୍କ ମିଳିଭଗତ ଯୋଗୁଁ ସରକାରୀ ଅର୍ଥର ଅପବ୍ୟବହାର ହେଉଥିବା ଅଭିଯୋଗ କରି ସ୍ଥାନୀୟ ବାସିନ୍ଦାମାନେ ଉଚ୍ଚସ୍ତରୀୟ ତଦନ୍ତ ଦାବି କରିଛନ୍ତି।ରିପୋର୍ଟ ଅନୁଯାୟୀ, ଜିଲ୍ଲାର କେତେକ ବ୍ଲକରେ ପ୍ରକଳ୍ପ ସରିବାର ମାତ୍ର କିଛି ଦିନ ନ ପୁରୁଣୁ ରାସ୍ତାରୁ ପିଚୁ ଉଠିବା ଆରମ୍ଭ ହୋଇଯାଇଛି। ସାମାନ୍ୟ ଚାଲିଲେ ବା ଗାଡ଼ି ଗଲେ ପିଚୁ ସହ ଗୁଣ୍ଡ ହୋଇଯାଉଥିବାରୁ ଜନସାଧାରଣଙ୍କ ମଧ୍ୟରେ ତୀବ୍ର ଅସନ୍ତୋଷ ସୃଷ୍ଟି ହୋଇଛି। ପୂର୍ବରୁ ମଧ୍ୟ ଜିଲ୍ଲାର ସାମଗ୍ରିକ ଉନ୍ନତି ପାଇଁ ଅଞ୍ଚଳରେ ରାସ୍ତା ନିର୍ମାଣ ଓ ମରାମତି ଯୋଜନାରେ କୋଟି କୋଟି ଟଙ୍କା ଖର୍ଚ୍ଚ ହୋଇଥିବା ଅଭିଯୋଗ ହୋଇଥିଲା, ଯାହାର ତଦନ୍ତ ପାଇଁ ରାଜ୍ୟସ୍ତରୀୟ ଟିମ୍ ମଧ୍ୟ ସକ୍ରିୟ ହୋଇଥିଲା। ବର୍ତ୍ତମାନ ଏହି ଅବହେଳାକୁ ଦୃଷ୍ଟିରେ ରଖି ପ୍ରଶାସନ ତୁରନ୍ତ ତଦନ୍ତ କରି ଦୋଷୀଙ୍କ ବିରୋଧରେ କାର୍ଯ୍ୟାନୁଷ୍ଠାନ ଗ୍ରହଣ କରିବାକୁ ଜିଲ୍ଲାବାସୀ ଦାବି କରିଛନ୍ତି। <box>28 151 355 580</box>
article-body: ପୁରୁଷୋତ୍ତମପୁର(ଆଦ୍ୟାଶା)୨୩/୦୫:ଗଞ୍ଜାମ ଜିଲ୍ଲା ପୁରୁଷୋତ୍ତମପୁର ଥାନା ଅଧୀନ ଜାତୀୟ ରାଜପଥ ନିକଟରେ ଘଟିଯାଇଛି ଏକ ହୃଦୟବିଦାରକ ସଡ଼କ ଦୁର୍ଘଟଣା। ଏକ ଯାତ୍ରୀବାହୀ ବସ୍ ଏବଂ ଅଟୋରିକ୍ସା ମଧ୍ୟରେ ହୋଇଥିବା ଏହି ଭୟଙ୍କର ମୁହାଁମୁହିଁ ଧକ୍କା ଅଟୋରେ ଯାଉଥିବା ଗୋଟିଏ ବିବାହିତ ପରିବାରର ୨ ଶିଶୁ ଓ ୩ ମହିଳାଙ୍କ ସମେତ ମୋଟ ୬ ଜଣଙ୍କ ଜୀବନ ନେଇଯାଇଛି। ଏଥିସହ ଅଟୋ ଚାଳକଙ୍କ ସମେତ ଅନ୍ୟ ୪ ଜଣ ଗୁରୁତର ହୋଇ ବ୍ରହ୍ମପୁର ମେଡିକାଲରେ ଚିକିତ୍ସିତ ହେଉଛନ୍ତି। ମୃତକମାନେ ହେଲେ ମାଲି ବେହେରା (୬୫), ଦୁର୍ଗାମ୍ମ ବେହେରା (୫୪), ଲୀଳାବତୀ ବେହେରା (୪୫), ରତନୀ ବେହେରା (୩୦) ଏବଂ ସୁଲ ନାବାଳିକା ସ୍ନେହା ବେହେରା (୧୦) ଓ କିରଣ ବେହେରା (୧୨)। ସେମାନେ ସମସ୍ତେ ବିଡ଼ିଟି ଗୁଳ ଏରେସ୍ଥା ଓ ଆଖପାଖ ଅଞ୍ଚଳର ବାସିନ୍ଦା ବୋଲି ଜଣାପଡ଼ିଛି।ମିଳିଥିବା ସୂଚନା ମୁତାବକ, ପରିବାରର ଜଣେ ଶିଶୁର ଚୁଟି ପକାଇବା (ମୁଣ୍ଡନ ଉତ୍ସବ) ଏବଂ ଦର୍ଶନ ପାଇଁ ଏହି ପରିବାର ଏକ ଅଟୋରିକ୍ସା ଭଡ଼ା କରି ଯୋଗେଶ୍ୱରା ପୀଠ 'ମା ସିଂହାସନୀ ମନ୍ଦିର'କୁ ଯାଉଥିଲେ। ସକାଳ ପ୍ରାୟ ୧୦:୦୦ରୁ ୧୦:୩୦ ମଧ୍ୟରେ ଜାତୀୟ ରାଜପଥ ଉପରେ ଏକ ବୁଲାଣି ନିକଟରେ ସାମ୍ନା ପଟୁ ଆସୁଥିବା ଏକ ଦ୍ରୁତଗାମୀ ବସ୍ ସହ ଅଟୋର ପ୍ରଚଣ୍ଡ ଧକ୍କା ହୋଇଥିଲା। ଧକ୍କା ଏତେ ଜୋରରେ ଥିଲା ଯେ ଅଟୋଟି ସମ୍ପୂର୍ଣ୍ଣ ଚୂରମାର ହୋଇଯାଇଥିଲା ଏବଂ ବସ୍‌ଟି ରାସ୍ତା କଡ଼ରୁ ଦୂର ଗୋଥାରି ନେଇଥିଲା। ଦୁର୍ଘଟଣାସ୍ଥଳରେ ହିଁ ୩ ଜଣଙ୍କ ମୃତ୍ୟୁ ହୋଇଥିବା ବେଳେ ଆହତଙ୍କୁ ସ୍ଥାନୀୟ ଲୋକ ଓ ଅଗ୍ନିଶମ ବାହିନୀ ସହାୟତାରେ ଉଦ୍ଧାର କରାଯାଇଥିଲା। ପୁରୁଷୋତ୍ତମପୁର ଗୋଷ୍ଠୀ ସ୍ୱାସ୍ଥ୍ୟ କେନ୍ଦ୍ରକୁ ନିଆଯାଇଥିଲା, ସେଠାରେ ଅନ୍ୟ ୩ ଜଣଙ୍କୁ ମୃତ ଘୋଷଣା କରାଯାଇଥିଲା।ଏହି ଦୁର୍ଘଟଣାରେ ମର୍ମାହତ ଗଞ୍ଜାମ ବିଧାୟକ ସହ ମୁଖ୍ୟମନ୍ତ୍ରୀ ମୋହନ ଚରଣ ମାଝୀ ଗଭୀର ଶୋକ ପ୍ରକାଶ କରିଛନ୍ତି। ମୁଖ୍ୟମନ୍ତ୍ରୀଙ୍କ ପକ୍ଷରୁ ମୃତକଙ୍କ ପରିବାର ପାଇଁ ୪ ଲକ୍ଷ ଟଙ୍କା ଲେଖାଏଁ ଅନୁକମ୍ପାମୂଳକ ସହାୟତା ଘୋଷଣା କରାଯାଇଥିବା ବେଳେ ଜିଲ୍ଲା ପ୍ରଶାସନ ପକ୍ଷରୁ ସେଶସ୍କ୍ରୁତ ପାଇଁ ୩୦,୦୦୦ ଟଙ୍କାର ତୁରନ୍ତ ସହାୟତା ଯୋଗାଇ ଦିଆଯାଇଛି। ପରିବହନ ମନ୍ତ୍ରୀ ସ୍ଥିତି ନୁରେ ଜେଜା ଏବଂ ସ୍ୱାସ୍ଥ୍ୟ ମନ୍ତ୍ରୀ ମୁକେଶ ମହାଲିଙ୍ଗ ବ୍ରହ୍ମପୁର ବଡ଼ ମେଡିକାଲ ଯାଇ ଆହତଙ୍କ ଭେଟି ଚିକିତ୍ସା ବ୍ୟବସ୍ଥାର ତଦାରଖ କରିଛନ୍ତି। <box>1107 151 1434 945</box>
article-drain-road <box>13 660 370 1816</box>
color-dot <box>706 2440 713 2447</box>
article-women-protest <box>376 1489 1087 1911</box>
masthead <box>9 13 1447 96</box>
